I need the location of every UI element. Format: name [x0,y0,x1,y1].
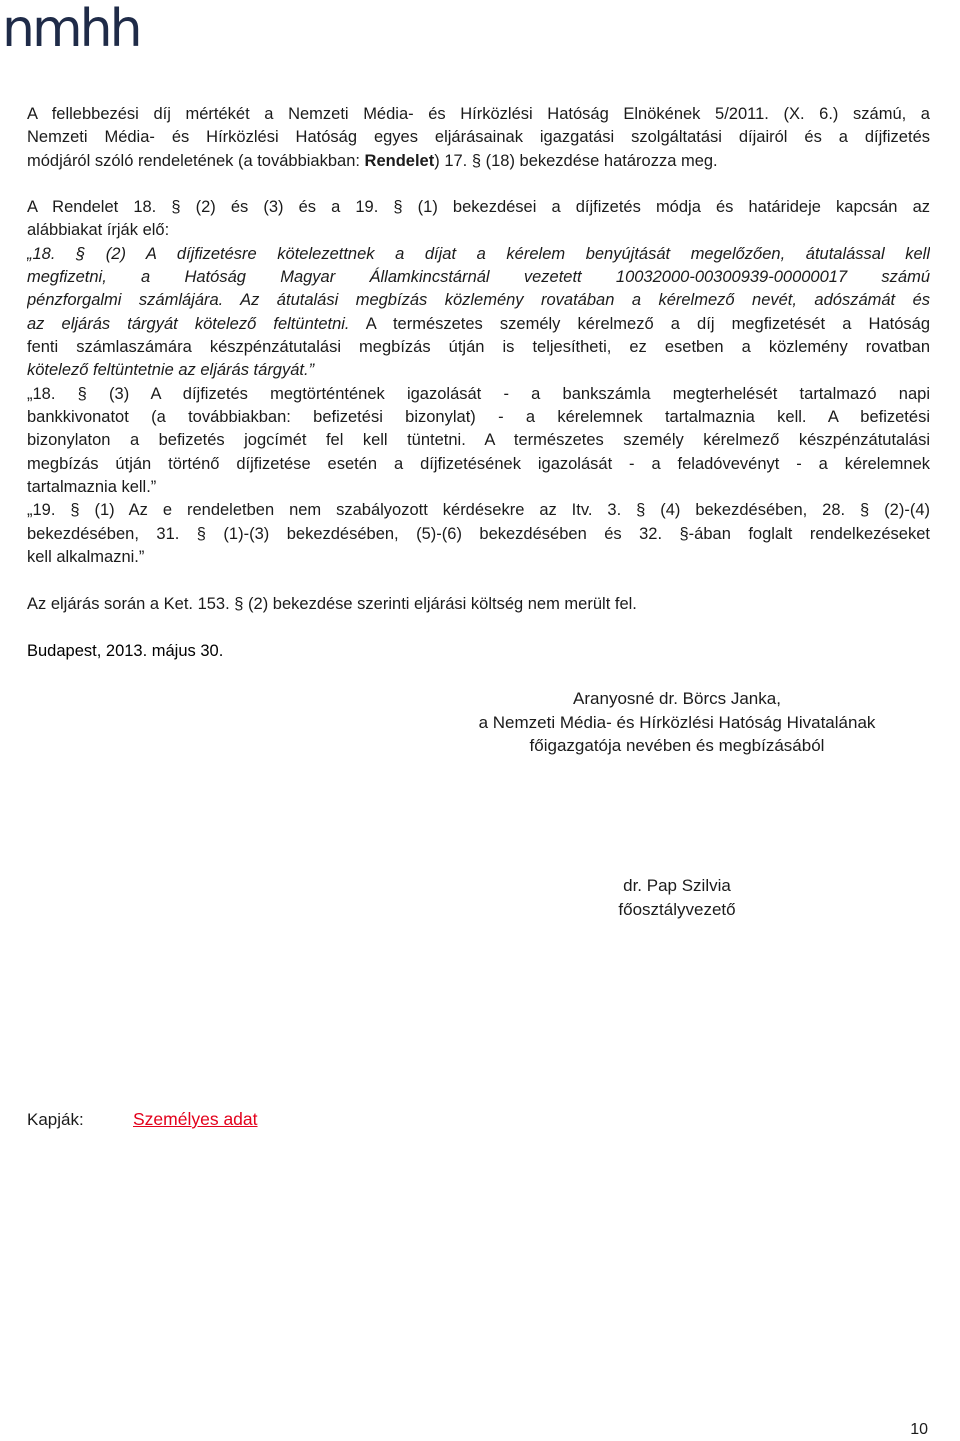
rendelet-excerpt [27,196,930,569]
quote-18-2-line: pénzforgalmi számlájára. Az átutalási megbízás közlemény rovatában a kérelmező nevét, adószámát és [27,291,930,310]
quote-18-3-line: tartalmaznia kell.” [27,477,157,496]
quote-18-3-line: megbízás útján történő díjfizetése esetén a díjfizetésének igazolását - a feladóvevényt - a kérelemnek [27,454,930,473]
distribution-recipient-redacted: Személyes adat [133,1109,258,1129]
quote-text: az eljárás tárgyát kötelező feltüntetni. [27,314,350,333]
place-date-text: Budapest, 2013. május 30. [27,642,224,660]
quote-text: A természetes személy kérelmező a díj megfizetését a Hatóság [349,314,930,333]
cost-statement [27,593,930,616]
intro-line: Nemzeti Média- és Hírközlési Hatóság egyes eljárásainak igazgatási szolgáltatási díjairól és a díjfizetés [27,128,930,147]
intro-paragraph [27,103,930,173]
quote-18-3-line: „18. § (3) A díjfizetés megtörténtének igazolását - a bankszámla megterhelését tartalmazó napi [27,384,930,403]
quote-18-2-line: kötelező feltüntetnie az eljárás tárgyát.” [27,361,315,380]
place-date [27,640,930,663]
defined-term-rendelet: Rendelet [364,151,435,170]
quote-18-3-line: bizonylaton a befizetés jogcímét fel kell tüntetni. A természetes személy kérelmező készpénzátutalási [27,431,930,450]
quote-18-2-line: fenti számlaszámára készpénzátutalási megbízás útján is teljesítheti, ez esetben a közlemény rovatban [27,337,930,356]
distribution-label: Kapják: [27,1110,84,1129]
quote-18-3-line: bankkivonatot (a továbbiakban: befizetési bizonylat) - a kérelemnek tartalmaznia kell. A befizetési [27,407,930,426]
signatory-organization: a Nemzeti Média- és Hírközlési Hatóság Hivatalának [478,712,876,732]
intro-line [27,150,930,173]
intro-text: módjáról szóló rendeletének (a továbbiakban: [27,151,365,170]
page-number: 10 [910,1421,928,1438]
signatory-name: Aranyosné dr. Börcs Janka, [573,689,781,708]
intro-text: ) 17. § (18) bekezdése határozza meg. [434,151,718,170]
excerpt-lead-line: alábbiakat írják elő: [27,221,170,240]
quote-18-2-line: megfizetni, a Hatóság Magyar Államkincstárnál vezetett 10032000-00300939-00000017 számú [27,267,930,286]
signatory-name: dr. Pap Szilvia [623,876,731,895]
excerpt-lead-line: A Rendelet 18. § (2) és (3) és a 19. § (1) bekezdései a díjfizetés módja és határideje kapcsán az [27,198,930,216]
nmhh-logo: nmhh [2,0,140,59]
intro-line: A fellebbezési díj mértékét a Nemzeti Média- és Hírközlési Hatóság Elnökének 5/2011. (X. 6.) számú, a [27,105,930,123]
signatory-block-2 [452,874,902,921]
cost-statement-text: Az eljárás során a Ket. 153. § (2) bekezdése szerinti eljárási költség nem merült fel. [27,595,637,613]
quote-19-1-line: bekezdésében, 31. § (1)-(3) bekezdésében, (5)-(6) bekezdésében és 32. §-ában foglalt rendelkezéseket [27,524,930,543]
quote-18-2-line [27,313,930,336]
quote-19-1-line: „19. § (1) Az e rendeletben nem szabályozott kérdésekre az Itv. 3. § (4) bekezdésében, 28. § (2)-(4) [27,501,930,520]
signatory-role: főigazgatója nevében és megbízásából [529,736,825,755]
signatory-title: főosztályvezető [618,899,736,919]
quote-19-1-line: kell alkalmazni.” [27,547,145,566]
signatory-block-1 [452,687,902,758]
quote-18-2-line: „18. § (2) A díjfizetésre kötelezettnek a díjat a kérelem benyújtását megelőzően, átutalással kell [27,244,930,263]
